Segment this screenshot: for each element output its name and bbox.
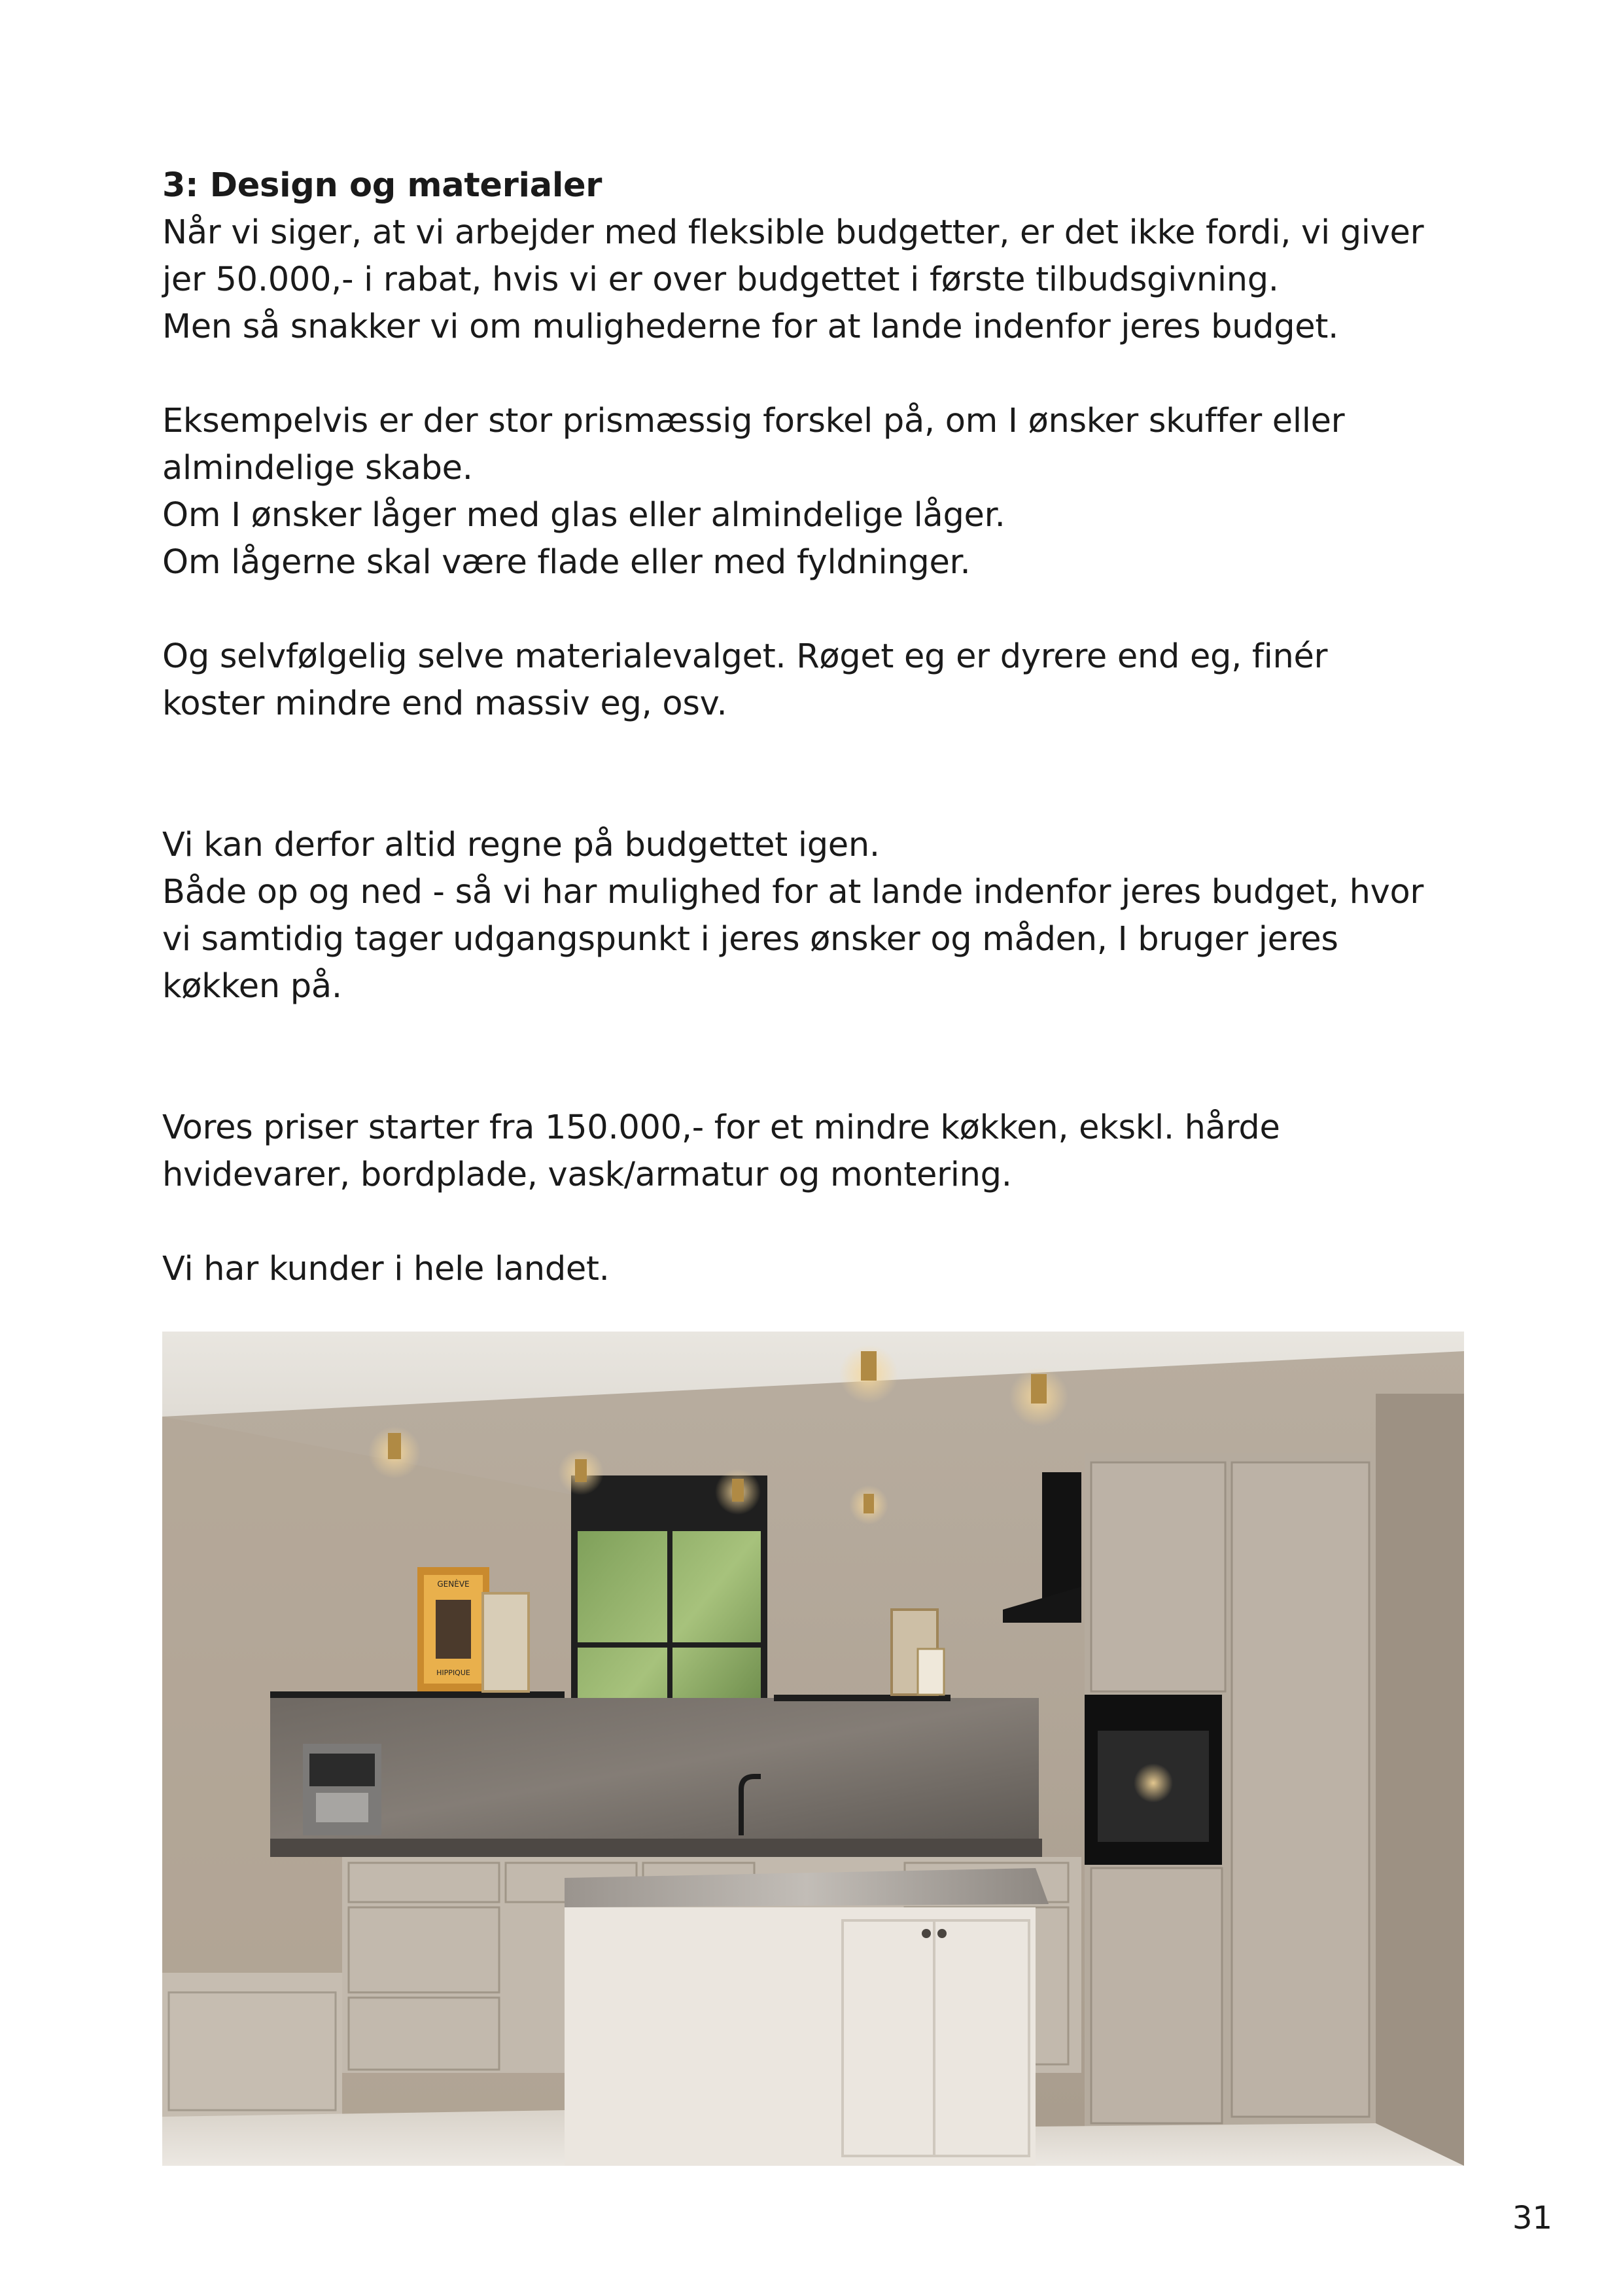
text-line: koster mindre end massiv eg, osv. (162, 684, 727, 723)
paragraph-customers (162, 1246, 1484, 1293)
bench (162, 1973, 342, 2117)
text-line: hvidevarer, bordplade, vask/armatur og montering. (162, 1156, 1012, 1194)
kitchen-photo (162, 1332, 1464, 2166)
text-line: vi samtidig tager udgangspunkt i jeres ønsker og måden, I bruger jeres (162, 920, 1338, 959)
paragraph-flexible-budgets (162, 209, 1484, 351)
floor (162, 2110, 565, 2166)
poster-title: GENÈVE (437, 1580, 470, 1589)
body-text (162, 162, 1484, 1293)
island (565, 1907, 1036, 2166)
page-number: 31 (1512, 2200, 1552, 2236)
text-line: Vi har kunder i hele landet. (162, 1250, 610, 1288)
text-line: Om I ønsker låger med glas eller almindelige låger. (162, 496, 1005, 535)
text-line: Vores priser starter fra 150.000,- for et mindre køkken, ekskl. hårde (162, 1108, 1280, 1147)
right-pillar (1376, 1394, 1464, 2166)
poster-caption: HIPPIQUE (436, 1669, 470, 1677)
text-line: Eksempelvis er der stor prismæssig forskel på, om I ønsker skuffer eller (162, 402, 1345, 440)
paragraph-prices (162, 1104, 1484, 1199)
paragraph-price-differences (162, 398, 1484, 586)
text-line: Men så snakker vi om mulighederne for at lande indenfor jeres budget. (162, 308, 1338, 346)
picture-frame (918, 1649, 944, 1695)
text-line: Og selvfølgelig selve materialevalget. Røget eg er dyrere end eg, finér (162, 637, 1328, 676)
picture-frame (483, 1593, 529, 1691)
text-line: Når vi siger, at vi arbejder med fleksible budgetter, er det ikke fordi, vi giver (162, 213, 1424, 252)
section-heading: 3: Design og materialer (162, 166, 602, 205)
paragraph-recalculate-budget (162, 822, 1484, 1010)
text-line: køkken på. (162, 967, 342, 1006)
text-line: jer 50.000,- i rabat, hvis vi er over budgettet i første tilbudsgivning. (162, 260, 1279, 299)
countertop (270, 1839, 1042, 1857)
stone-backsplash (270, 1698, 1039, 1839)
text-line: almindelige skabe. (162, 449, 473, 487)
text-line: Om lågerne skal være flade eller med fyldninger. (162, 543, 971, 582)
kitchen-illustration (162, 1332, 1464, 2166)
paragraph-materials (162, 633, 1484, 728)
text-line: Vi kan derfor altid regne på budgettet igen. (162, 826, 880, 864)
text-line: Både op og ned - så vi har mulighed for at lande indenfor jeres budget, hvor (162, 873, 1424, 911)
